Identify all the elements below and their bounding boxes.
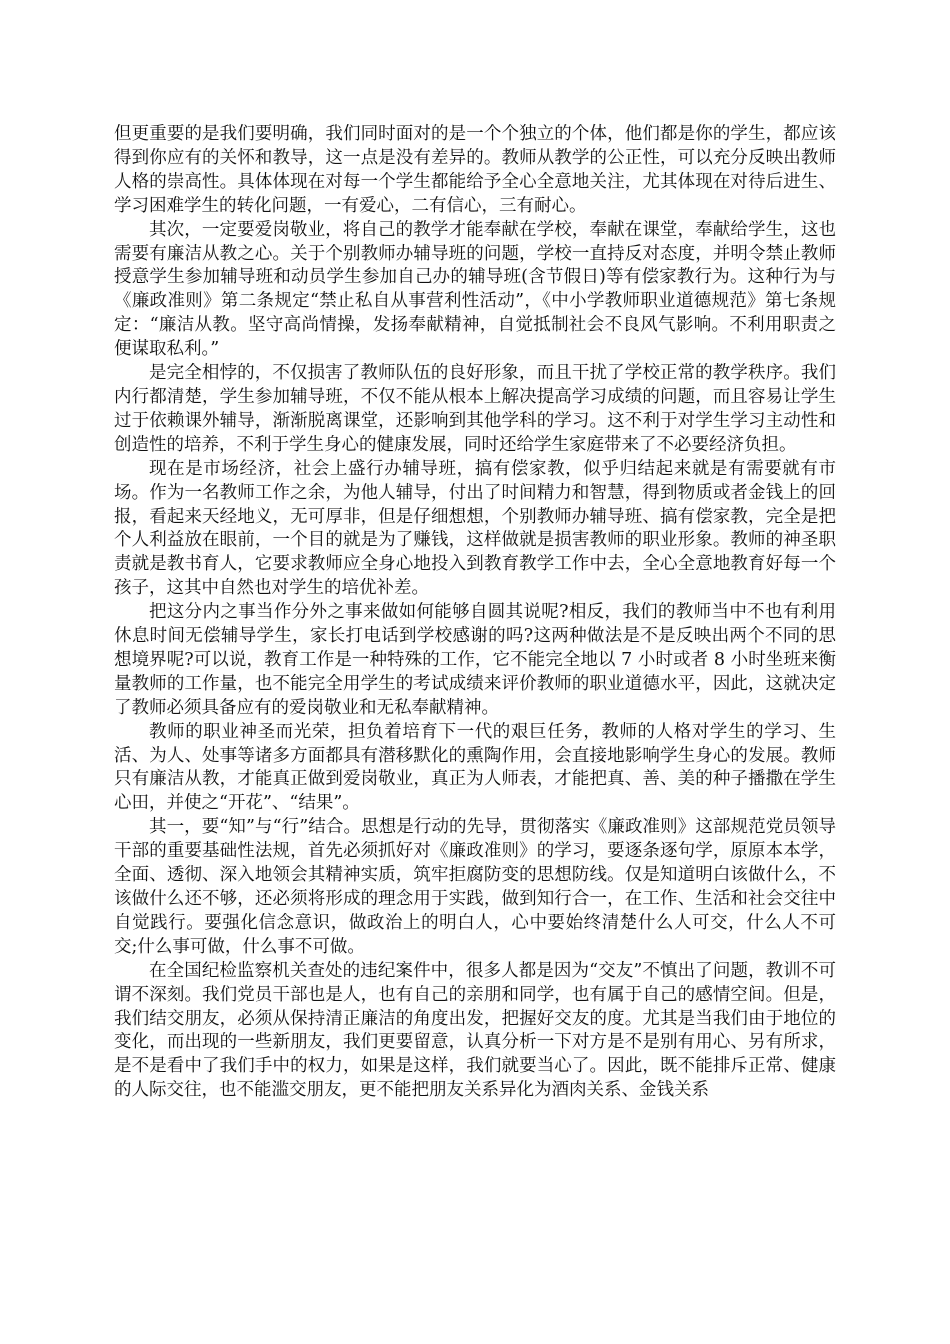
paragraph-2: 其次，一定要爱岗敬业，将自己的教学才能奉献在学校，奉献在课堂，奉献给学生，这也需要有廉洁从教之心。关于个别教师办辅导班的问题，学校一直持反对态度，并明令禁止教师授意学生参加辅导班和动员学生参加自己办的辅导班(含节假日)等有偿家教行为。这种行为与《廉政准则》第二条规定“禁止私自从事营利性活动”，《中小学教师职业道德规范》第七条规定：“廉洁从教。坚守高尚情操，发扬奉献精神，自觉抵制社会不良风气影响。不利用职责之便谋取私利。” — [114, 219, 836, 360]
paragraph-7: 其一，要“知”与“行”结合。思想是行动的先导，贯彻落实《廉政准则》这部规范党员领导干部的重要基础性法规，首先必须抓好对《廉政准则》的学习，要逐条逐句学，原原本本学，全面、透彻、深入地领会其精神实质，筑牢拒腐防变的思想防线。仅是知道明白该做什么，不该做什么还不够，还必须将形成的理念用于实践，做到知行合一，在工作、生活和社会交往中自觉践行。要强化信念意识，做政治上的明白人，心中要始终清楚什么人可交，什么人不可交;什么事可做，什么事不可做。 — [114, 817, 836, 957]
paragraph-1: 但更重要的是我们要明确，我们同时面对的是一个个独立的个体，他们都是你的学生，都应该得到你应有的关怀和教导，这一点是没有差异的。教师从教学的公正性，可以充分反映出教师人格的崇高性。具体体现在对每一个学生都能给予全心全意地关注，尤其体现在对待后进生、学习困难学生的转化问题，一有爱心，二有信心，三有耐心。 — [114, 124, 836, 216]
paragraph-5: 把这分内之事当作分外之事来做如何能够自圆其说呢?相反，我们的教师当中不也有利用休息时间无偿辅导学生，家长打电话到学校感谢的吗?这两种做法是不是反映出两个不同的思想境界呢?可以说，教育工作是一种特殊的工作，它不能完全地以 7 小时或者 8 小时坐班来衡量教师的工作量，也不能完全用学生的考试成绩来评价教师的职业道德水平，因此，这就决定了教师必须具备应有的爱岗敬业和无私奉献精神。 — [114, 602, 836, 718]
paragraph-4: 现在是市场经济，社会上盛行办辅导班，搞有偿家教，似乎归结起来就是有需要就有市场。作为一名教师工作之余，为他人辅导，付出了时间精力和智慧，得到物质或者金钱上的回报，看起来天经地义，无可厚非，但是仔细想想，个别教师办辅导班、搞有偿家教，完全是把个人利益放在眼前，一个目的就是为了赚钱，这样做就是损害教师的职业形象。教师的神圣职责就是教书育人，它要求教师应全身心地投入到教育教学工作中去，全心全意地教育好每一个孩子，这其中自然也对学生的培优补差。 — [114, 458, 836, 599]
paragraph-3: 是完全相悖的，不仅损害了教师队伍的良好形象，而且干扰了学校正常的教学秩序。我们内行都清楚，学生参加辅导班，不仅不能从根本上解决提高学习成绩的问题，而且容易让学生过于依赖课外辅导，渐渐脱离课堂，还影响到其他学科的学习。这不利于对学生学习主动性和创造性的培养，不利于学生身心的健康发展，同时还给学生家庭带来了不必要经济负担。 — [114, 363, 836, 455]
paragraph-6: 教师的职业神圣而光荣，担负着培育下一代的艰巨任务，教师的人格对学生的学习、生活、为人、处事等诸多方面都具有潜移默化的熏陶作用，会直接地影响学生身心的发展。教师只有廉洁从教，才能真正做到爱岗敬业，真正为人师表，才能把真、善、美的种子播撒在学生心田，并使之“开花”、“结果”。 — [114, 721, 836, 814]
paragraph-8: 在全国纪检监察机关查处的违纪案件中，很多人都是因为“交友”不慎出了问题，教训不可谓不深刻。我们党员干部也是人，也有自己的亲朋和同学，也有属于自己的感情空间。但是，我们结交朋友，必须从保持清正廉洁的角度出发，把握好交友的度。尤其是当我们由于地位的变化，而出现的一些新朋友，我们更要留意，认真分析一下对方是不是别有用心、另有所求，是不是看中了我们手中的权力，如果是这样，我们就要当心了。因此，既不能排斥正常、健康的人际交往，也不能滥交朋友，更不能把朋友关系异化为酒肉关系、金钱关系 — [114, 960, 836, 1101]
document-body — [114, 123, 836, 1103]
